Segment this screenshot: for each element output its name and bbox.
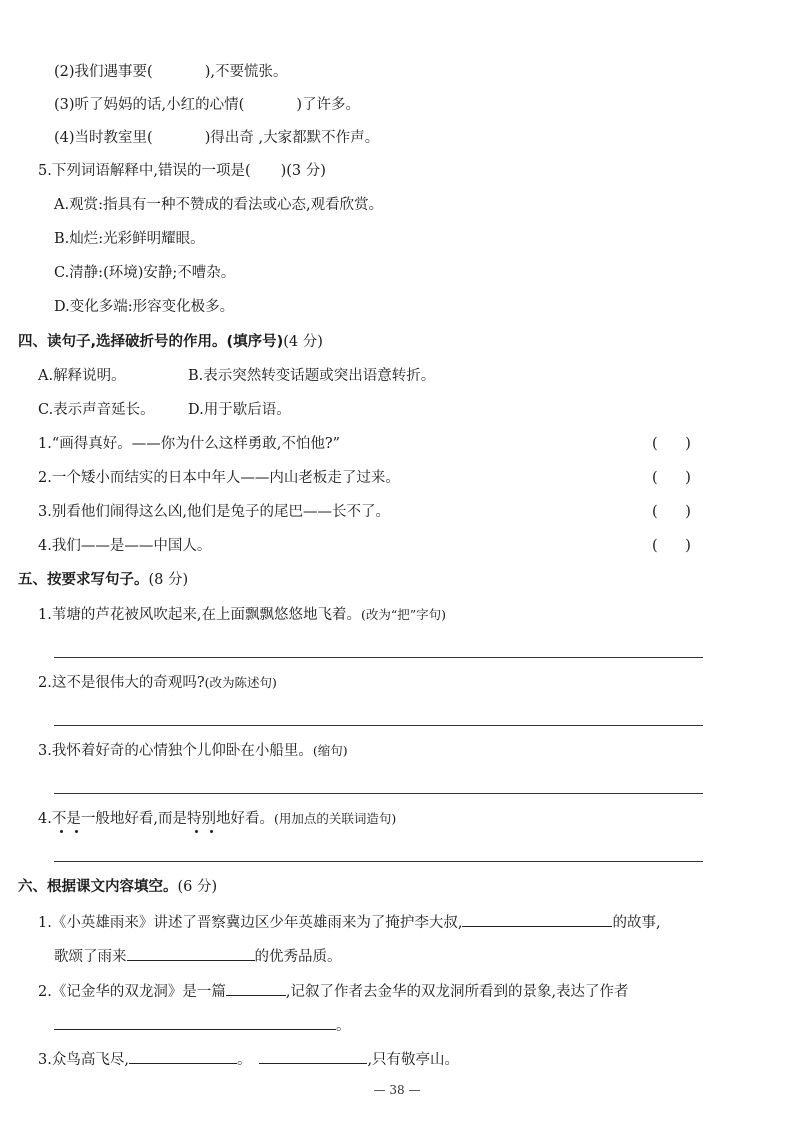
fill-blank[interactable] bbox=[129, 1049, 237, 1064]
answer-paren[interactable]: ( ) bbox=[652, 504, 691, 520]
answer-blank[interactable] bbox=[153, 128, 205, 142]
answer-line[interactable] bbox=[54, 725, 703, 726]
sec6-item-2-cont: 。 bbox=[54, 1015, 351, 1036]
sec6-item-2: 2.《记金华的双龙洞》是一篇 ,记叙了作者去金华的双龙洞所看到的景象,表达了作者 bbox=[38, 981, 629, 1002]
q5-option-c: C.清静:(环境)安静;不嘈杂。 bbox=[54, 265, 236, 281]
section-4-title: 四、读句子,选择破折号的作用。(填序号)(4 分) bbox=[18, 334, 323, 350]
fill-blank[interactable] bbox=[462, 912, 612, 927]
q5-option-b: B.灿烂:光彩鲜明耀眼。 bbox=[54, 231, 205, 247]
answer-line[interactable] bbox=[54, 657, 703, 658]
fill-blank[interactable] bbox=[226, 981, 286, 996]
answer-blank[interactable] bbox=[153, 62, 205, 76]
sec6-item-1-cont: 歌颂了雨来 的优秀品质。 bbox=[54, 946, 342, 967]
sec6-item-1: 1.《小英雄雨来》讲述了晋察冀边区少年英雄雨来为了掩护李大叔, 的故事, bbox=[38, 912, 661, 933]
emphasis-dot bbox=[210, 830, 213, 833]
q4-item-2: (2)我们遇事要( ),不要慌张。 bbox=[54, 64, 288, 80]
q5-option-a: A.观赏:指具有一种不赞成的看法或心态,观看欣赏。 bbox=[54, 197, 384, 213]
answer-paren[interactable]: ( ) bbox=[652, 538, 691, 554]
answer-line[interactable] bbox=[54, 861, 703, 862]
fill-blank[interactable] bbox=[127, 946, 255, 961]
sec5-item-1: 1.苇塘的芦花被风吹起来,在上面飘飘悠悠地飞着。(改为“把”字句) bbox=[38, 607, 446, 623]
sec4-item-3: 3.别看他们闹得这么凶,他们是兔子的尾巴——长不了。 bbox=[38, 504, 390, 520]
emphasis-dot bbox=[75, 830, 78, 833]
sec4-option-a: A.解释说明。 bbox=[38, 368, 126, 384]
sec4-option-d: D.用于歇后语。 bbox=[188, 402, 291, 418]
sec4-item-1: 1.“画得真好。——你为什么这样勇敢,不怕他?” bbox=[38, 436, 341, 452]
emphasis-dot bbox=[195, 830, 198, 833]
answer-paren[interactable]: ( ) bbox=[652, 470, 691, 486]
emphasis-dot bbox=[60, 830, 63, 833]
section-5-title: 五、按要求写句子。(8 分) bbox=[18, 572, 189, 588]
sec5-item-2: 2.这不是很伟大的奇观吗?(改为陈述句) bbox=[38, 675, 277, 691]
fill-blank[interactable] bbox=[54, 1015, 336, 1030]
answer-blank[interactable] bbox=[244, 95, 296, 109]
sec4-item-4: 4.我们——是——中国人。 bbox=[38, 538, 212, 554]
q5-option-d: D.变化多端:形容变化极多。 bbox=[54, 299, 235, 315]
sec4-option-b: B.表示突然转变话题或突出语意转折。 bbox=[188, 368, 436, 384]
fill-blank[interactable] bbox=[259, 1049, 367, 1064]
sec6-item-3: 3.众鸟高飞尽, 。 ,只有敬亭山。 bbox=[38, 1049, 459, 1070]
sec5-item-4: 4.不是一般地好看,而是特别地好看。(用加点的关联词造句) bbox=[38, 811, 397, 827]
page-number: — 38 — bbox=[373, 1083, 421, 1097]
sec4-item-2: 2.一个矮小而结实的日本中年人——内山老板走了过来。 bbox=[38, 470, 400, 486]
section-6-title: 六、根据课文内容填空。(6 分) bbox=[18, 879, 218, 895]
answer-line[interactable] bbox=[54, 793, 703, 794]
answer-paren[interactable]: ( ) bbox=[652, 436, 691, 452]
q4-item-4: (4)当时教室里( )得出奇 ,大家都默不作声。 bbox=[54, 130, 380, 146]
sec4-option-c: C.表示声音延长。 bbox=[38, 402, 155, 418]
sec5-item-3: 3.我怀着好奇的心情独个儿仰卧在小船里。(缩句) bbox=[38, 743, 348, 759]
q5-stem: 5.下列词语解释中,错误的一项是( )(3 分) bbox=[38, 163, 326, 179]
answer-blank[interactable] bbox=[251, 161, 281, 175]
q4-item-3: (3)听了妈妈的话,小红的心情( )了许多。 bbox=[54, 97, 360, 113]
